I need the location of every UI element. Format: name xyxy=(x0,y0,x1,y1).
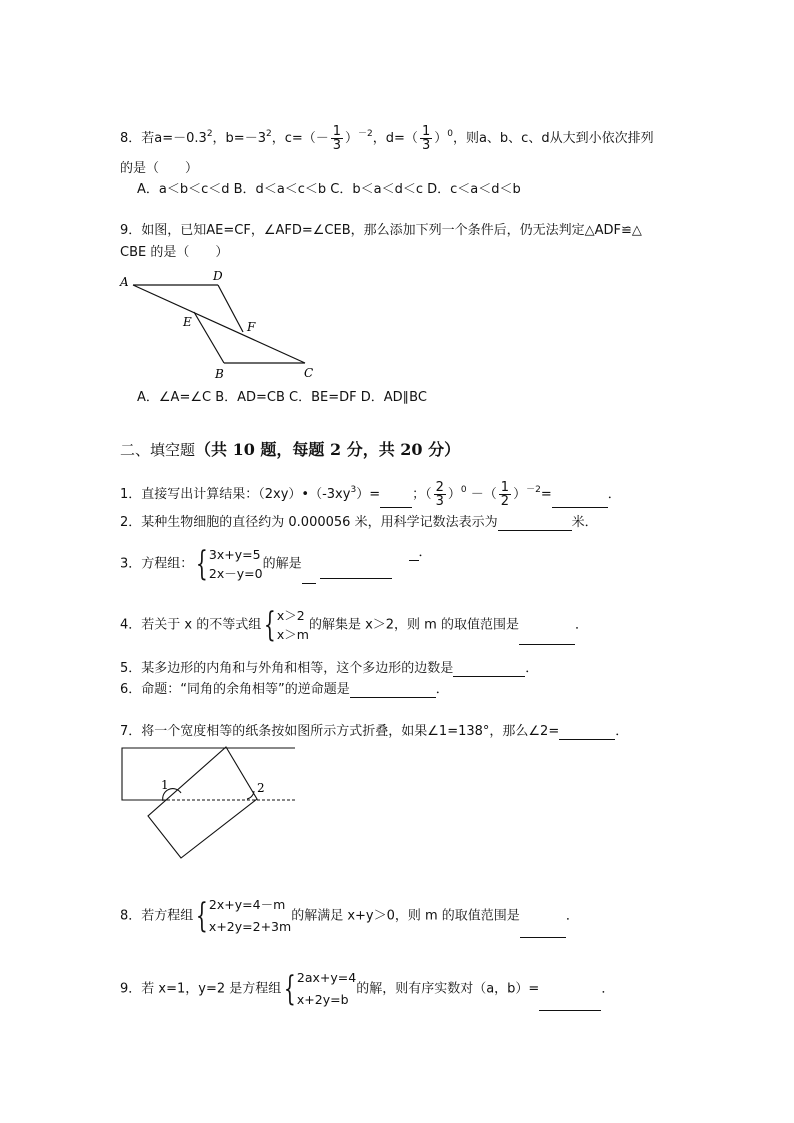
folded-strip-figure xyxy=(115,742,315,862)
point-label-a: A xyxy=(120,275,129,289)
system-brace: { xyxy=(284,969,297,1009)
inequality-system-4: x＞2 x＞m xyxy=(276,608,309,642)
answer-blank-1a[interactable] xyxy=(380,494,412,508)
triangle-congruence-figure xyxy=(115,268,335,383)
answer-blank-5[interactable] xyxy=(453,663,525,677)
equation-system-8: 2x+y=4－m x+2y=2+3m xyxy=(208,897,292,934)
answer-blank-4[interactable] xyxy=(519,631,575,645)
point-label-e: E xyxy=(183,315,192,329)
fill-q1: 1．直接写出计算结果：$(2xy)•(-3xy^3)=$ ；（ $\frac{2}{3}$ ）$^0$ －（ $\frac{1}{2}$ ）$^{-2}$= ． xyxy=(120,480,621,509)
angle-label-1: 1 xyxy=(161,778,169,792)
system-brace: { xyxy=(196,544,209,584)
fill-q3-continued: ． xyxy=(320,563,432,579)
fill-q7: 7．将一个宽度相等的纸条按如图所示方式折叠，如果∠1=138°，那么∠2= ． xyxy=(120,724,629,739)
section-2-heading: 二、填空题（共 10 题，每题 2 分，共 20 分） xyxy=(120,440,461,459)
answer-blank-1b[interactable] xyxy=(552,494,608,508)
answer-blank-9[interactable] xyxy=(539,997,601,1011)
point-label-d: D xyxy=(213,269,223,283)
system-brace: { xyxy=(196,896,209,936)
mc-q8-stem-line2: 的是（ ） xyxy=(120,161,199,176)
mc-q8-stem: 8．若$a=-0.3^2$，$b=-3^2$，c=（－ $\frac{1}{3}$ ）$^{-2}$，d=（ $\frac{1}{3}$ ）$^0$，则a、b、c、d从大到小依次排列 xyxy=(120,124,654,153)
point-label-f: F xyxy=(247,320,256,334)
answer-blank-3b[interactable] xyxy=(320,565,392,579)
answer-blank-3a[interactable] xyxy=(302,570,316,584)
mc-q9-stem-line2: CBE 的是（ ） xyxy=(120,245,229,260)
fill-q2: 2．某种生物细胞的直径约为 0.000056 米，用科学记数法表示为 米． xyxy=(120,515,598,530)
fill-q6: 6．命题：“同角的余角相等”的逆命题是 ． xyxy=(120,682,449,697)
answer-blank-7[interactable] xyxy=(559,726,615,740)
answer-blank-2[interactable] xyxy=(498,517,572,531)
fill-q9: 9．若 x=1，y=2 是方程组{ 2ax+y=4 x+2y=b 的解，则有序实数对（a，b）= ． xyxy=(120,969,615,1009)
answer-blank-3c[interactable] xyxy=(409,560,419,561)
fill-q3: 3．方程组：{ 3x+y=5 2x－y=0 的解是 xyxy=(120,545,316,584)
point-label-b: B xyxy=(215,367,224,381)
answer-blank-6[interactable] xyxy=(350,684,436,698)
fraction-one-half: $\frac{1}{2}$ xyxy=(500,480,510,509)
answer-blank-8[interactable] xyxy=(520,924,566,938)
mc-q9-stem: 9．如图，已知AE=CF，∠AFD=∠CEB，那么添加下列一个条件后，仍无法判定△ADF≌△ xyxy=(120,223,642,238)
equation-system-3: 3x+y=5 2x－y=0 xyxy=(208,547,263,581)
fill-q5: 5．某多边形的内角和与外角和相等，这个多边形的边数是 ． xyxy=(120,661,539,676)
system-brace: { xyxy=(264,605,277,645)
angle-label-2: 2 xyxy=(257,781,265,795)
fill-q4: 4．若关于 x 的不等式组{ x＞2 x＞m 的解集是 x＞2，则 m 的取值范围是 ． xyxy=(120,605,588,645)
equation-system-9: 2ax+y=4 x+2y=b xyxy=(296,970,357,1007)
mc-q8-options: A．a＜b＜c＜d B．d＜a＜c＜b C．b＜a＜d＜c D．c＜a＜d＜b xyxy=(137,182,521,197)
fraction-d: $\frac{1}{3}$ xyxy=(421,124,431,153)
fraction-c: $\frac{1}{3}$ xyxy=(332,124,342,153)
fraction-two-thirds: $\frac{2}{3}$ xyxy=(435,480,444,509)
mc-q9-options: A．∠A=∠C B．AD=CB C．BE=DF D．AD∥BC xyxy=(137,390,427,405)
fill-q8: 8．若方程组{ 2x+y=4－m x+2y=2+3m 的解满足 x+y＞0，则 m 的取值范围是 ． xyxy=(120,896,579,936)
point-label-c: C xyxy=(304,366,314,380)
